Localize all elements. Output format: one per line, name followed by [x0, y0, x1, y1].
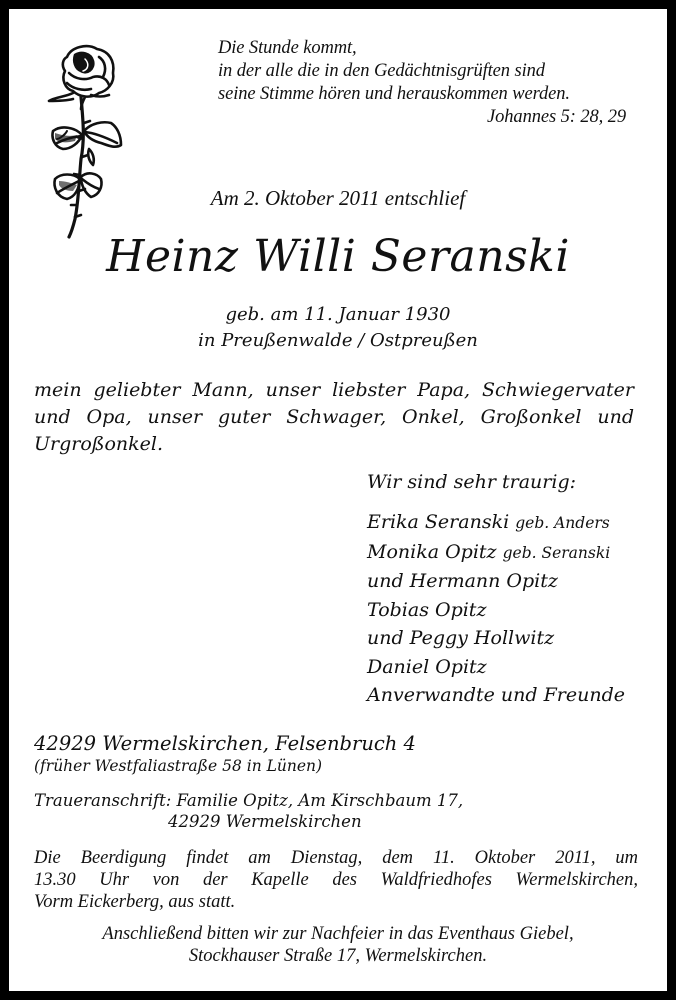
- mourners-heading: Wir sind sehr traurig:: [367, 471, 577, 493]
- funeral-line: Die Beerdigung findet am Dienstag, dem 11. Oktober 2011, um: [34, 848, 638, 868]
- maiden-name: geb. Anders: [515, 514, 610, 532]
- death-announcement: Am 2. Oktober 2011 entschlief: [210, 186, 466, 210]
- funeral-line: Vorm Eickerberg, aus statt.: [34, 892, 236, 912]
- mourner-name: Erika Seranski: [367, 511, 510, 533]
- verse-line: in der alle die in den Gedächtnisgrüften sind: [218, 61, 545, 81]
- funeral-line: 13.30 Uhr von der Kapelle des Waldfriedhofes Wermelskirchen,: [34, 870, 638, 890]
- mourner-name: und Peggy Hollwitz: [367, 627, 555, 649]
- relationship-description: [34, 377, 634, 458]
- mourner-name: Anverwandte und Freunde: [367, 684, 625, 706]
- bible-verse: [218, 37, 626, 129]
- bio-line: mein geliebter Mann, unser liebster Papa, Schwiegervater: [34, 379, 634, 401]
- condolence-line: 42929 Wermelskirchen: [168, 812, 362, 831]
- obituary-notice: [9, 9, 667, 991]
- mourner-name: Daniel Opitz: [367, 655, 487, 678]
- bio-line: und Opa, unser guter Schwager, Onkel, Großonkel und: [34, 406, 634, 428]
- reception-line: Stockhauser Straße 17, Wermelskirchen.: [188, 946, 488, 966]
- mourner-item: [367, 681, 625, 710]
- condolence-line: Traueranschrift: Familie Opitz, Am Kirschbaum 17,: [34, 791, 464, 810]
- mourner-item: [367, 596, 625, 625]
- mourner-item: [367, 508, 625, 538]
- birth-date: geb. am 11. Januar 1930: [225, 304, 451, 325]
- birth-info: [9, 302, 667, 354]
- deceased-name: Heinz Willi Seranski: [106, 231, 570, 282]
- funeral-details: [34, 847, 638, 913]
- previous-address: (früher Westfaliastraße 58 in Lünen): [34, 757, 323, 775]
- mourner-name: Tobias Opitz: [367, 598, 487, 621]
- mourner-item: [367, 538, 625, 568]
- reception-line: Anschließend bitten wir zur Nachfeier in das Eventhaus Giebel,: [102, 924, 574, 944]
- home-address: 42929 Wermelskirchen, Felsenbruch 4: [34, 732, 416, 755]
- reception-invitation: [9, 923, 667, 967]
- birth-place: in Preußenwalde / Ostpreußen: [198, 330, 478, 351]
- verse-line: Die Stunde kommt,: [218, 38, 357, 58]
- verse-reference: Johannes 5: 28, 29: [487, 107, 626, 127]
- mourners-list: [367, 508, 625, 710]
- verse-line: seine Stimme hören und herauskommen werden.: [218, 84, 570, 104]
- mourner-item: [367, 624, 625, 653]
- condolence-address: [34, 790, 463, 832]
- mourner-name: und Hermann Opitz: [367, 570, 558, 592]
- mourner-item: [367, 567, 625, 596]
- mourner-name: Monika Opitz: [367, 540, 497, 563]
- bio-line: Urgroßonkel.: [34, 433, 164, 455]
- mourner-item: [367, 653, 625, 682]
- maiden-name: geb. Seranski: [502, 543, 611, 562]
